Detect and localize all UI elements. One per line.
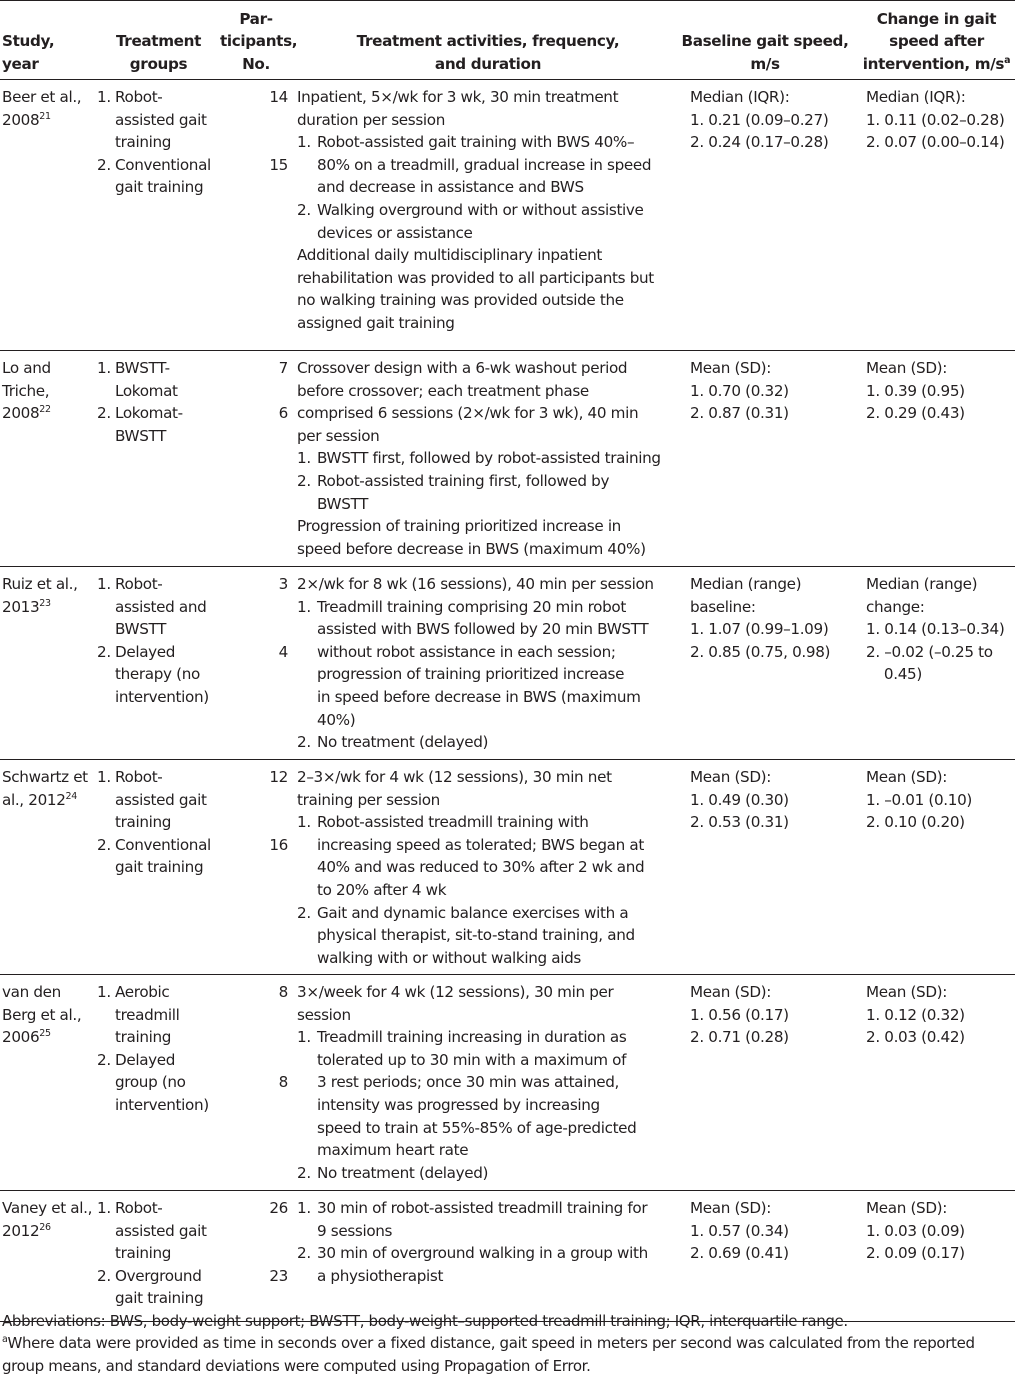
baseline-cell	[690, 573, 860, 663]
change-cell	[866, 86, 1015, 154]
group-number: 1.	[97, 359, 111, 377]
activity-line: Inpatient, 5×/wk for 3 wk, 30 min treatment	[297, 88, 619, 106]
participant-count: 6	[278, 404, 288, 423]
study-line	[2, 402, 94, 425]
group-line: assisted gait	[115, 110, 207, 129]
group-number: 1.	[97, 575, 111, 593]
activity-line: Additional daily multidisciplinary inpatient	[297, 246, 602, 265]
activity-item	[297, 596, 679, 732]
header-activities-line: and duration	[434, 54, 542, 73]
study-line	[2, 109, 94, 132]
activity-line: duration per session	[297, 110, 446, 129]
study-line	[2, 1004, 94, 1027]
header-groups-line: Treatment	[115, 32, 202, 51]
baseline-line: 2. 0.53 (0.31)	[690, 813, 789, 832]
groups-cell	[96, 86, 221, 199]
reference-number: 26	[39, 1221, 51, 1233]
calculation-note-text: Where data were provided as time in seconds over a fixed distance, gait speed in meters per second was calculated from the reported	[7, 1334, 975, 1353]
group-line: intervention)	[115, 1095, 209, 1114]
group-item	[96, 834, 221, 879]
activity-number: 2.	[297, 1163, 311, 1182]
table-row	[0, 760, 1015, 975]
study-line	[2, 1026, 94, 1049]
study-text: Triche,	[2, 381, 50, 400]
activity-line: speed to train at 55%-85% of age-predicted	[317, 1118, 637, 1137]
participant-count: 14	[269, 88, 288, 106]
study-text: Beer et al.,	[2, 88, 82, 106]
abbreviations-note: Abbreviations: BWS, body-weight support; BWSTT, body-weight–supported treadmill training; IQR, interquartile range.	[2, 1312, 848, 1330]
baseline-cell	[690, 981, 860, 1049]
activity-number: 1.	[297, 597, 311, 616]
group-number: 1.	[97, 88, 111, 106]
study-cell	[2, 357, 94, 425]
header-change-line: Change in gait	[876, 9, 997, 28]
change-line: 2. –0.02 (–0.25 to	[866, 642, 993, 661]
baseline-line: Mean (SD):	[690, 1199, 772, 1217]
group-number: 1.	[97, 983, 111, 1001]
group-line: gait training	[115, 1289, 204, 1308]
group-number: 2.	[97, 1266, 111, 1285]
activity-line: 30 min of overground walking in a group with	[317, 1244, 648, 1263]
group-line: Robot-	[115, 88, 163, 106]
activity-item	[297, 470, 679, 515]
activity-item	[297, 731, 679, 754]
header-study-text: Study, year	[2, 32, 55, 73]
group-item	[96, 1049, 221, 1117]
change-line: 2. 0.10 (0.20)	[866, 813, 965, 832]
group-item	[96, 981, 221, 1049]
change-line: 2. 0.07 (0.00–0.14)	[866, 133, 1005, 152]
group-line: Overground	[115, 1266, 202, 1285]
activity-line: 40% and was reduced to 30% after 2 wk and	[317, 858, 645, 877]
study-cell	[2, 766, 94, 811]
activity-item	[297, 199, 679, 244]
participant-count: 4	[278, 642, 288, 661]
calculation-note	[2, 1332, 1012, 1377]
change-line: 2. 0.09 (0.17)	[866, 1244, 965, 1263]
group-line: intervention)	[115, 687, 209, 706]
activity-item	[297, 1197, 679, 1242]
groups-cell	[96, 357, 221, 447]
activity-line: physical therapist, sit-to-stand training, and	[317, 926, 635, 945]
activity-line: Robot-assisted training first, followed by	[317, 471, 610, 490]
participant-count: 15	[269, 155, 288, 174]
change-line: 2. 0.03 (0.42)	[866, 1028, 965, 1047]
study-text: 2013	[2, 597, 40, 616]
participant-count: 3	[278, 575, 288, 593]
activity-line: assisted with BWS followed by 20 min BWSTT	[317, 620, 649, 639]
participant-count: 8	[278, 1073, 288, 1092]
study-cell	[2, 1197, 94, 1242]
header-participants-line: Par-	[239, 9, 273, 28]
groups-cell	[96, 573, 221, 709]
calculation-note-line: group means, and standard deviations were computed using Propagation of Error.	[2, 1356, 591, 1375]
baseline-line: Mean (SD):	[690, 768, 772, 786]
baseline-line: 1. 0.49 (0.30)	[690, 790, 789, 809]
footnote-marker: a	[2, 1334, 8, 1346]
baseline-line: Median (range)	[690, 575, 802, 593]
groups-cell	[96, 1197, 221, 1310]
activity-list	[297, 131, 679, 244]
group-item	[96, 357, 221, 402]
activity-number: 1.	[297, 1199, 311, 1217]
participant-count: 7	[278, 359, 288, 377]
activity-line: Treadmill training increasing in duration as	[317, 1028, 627, 1047]
group-number: 2.	[97, 1050, 111, 1069]
activity-item	[297, 447, 679, 470]
group-line: Aerobic	[115, 983, 170, 1001]
table-row	[0, 567, 1015, 760]
activity-line: Treadmill training comprising 20 min robot	[317, 597, 626, 616]
change-cell	[866, 1197, 1015, 1265]
baseline-line: Mean (SD):	[690, 359, 772, 377]
activity-number: 1.	[297, 449, 311, 468]
group-line: training	[115, 133, 172, 152]
activity-line: No treatment (delayed)	[317, 1163, 489, 1182]
study-text: Lo and	[2, 359, 51, 377]
reference-number: 24	[65, 790, 77, 802]
group-number: 2.	[97, 155, 111, 174]
baseline-line: 1. 0.21 (0.09–0.27)	[690, 110, 829, 129]
change-line: 1. 0.12 (0.32)	[866, 1005, 965, 1024]
activity-line: progression of training prioritized increase	[317, 665, 625, 684]
study-line	[2, 86, 94, 109]
group-number: 2.	[97, 404, 111, 423]
study-line	[2, 789, 94, 812]
study-line	[2, 357, 94, 380]
table-body	[0, 80, 1015, 1322]
study-text: 2008	[2, 404, 40, 423]
footnote-marker: a	[1004, 54, 1011, 66]
activity-item	[297, 131, 679, 199]
change-cell	[866, 573, 1015, 686]
group-line: Robot-	[115, 768, 163, 786]
baseline-line: 2. 0.24 (0.17–0.28)	[690, 133, 829, 152]
table-footnotes	[2, 1310, 1012, 1377]
baseline-cell	[690, 357, 860, 425]
header-baseline-line: Baseline gait speed,	[681, 32, 849, 51]
study-cell	[2, 86, 94, 131]
group-line: BWSTT	[115, 426, 167, 445]
table-row	[0, 351, 1015, 567]
study-text: Vaney et al.,	[2, 1199, 93, 1217]
group-item	[96, 86, 221, 154]
baseline-line: 1. 0.70 (0.32)	[690, 381, 789, 400]
activity-line: Gait and dynamic balance exercises with a	[317, 903, 629, 922]
activity-line: without robot assistance in each session;	[317, 642, 616, 661]
reference-number: 22	[39, 404, 51, 416]
activities-cell	[297, 573, 679, 754]
header-participants-line: No.	[242, 54, 270, 73]
baseline-line: 2. 0.69 (0.41)	[690, 1244, 789, 1263]
group-line: Robot-	[115, 1199, 163, 1217]
activity-line: per session	[297, 426, 380, 445]
group-line: therapy (no	[115, 665, 200, 684]
study-text: Ruiz et al.,	[2, 575, 78, 593]
table-row	[0, 80, 1015, 351]
group-line: assisted gait	[115, 790, 207, 809]
change-line: Mean (SD):	[866, 768, 948, 786]
reference-number: 23	[39, 597, 51, 609]
group-line: Robot-	[115, 575, 163, 593]
group-number: 2.	[97, 642, 111, 661]
activity-line: session	[297, 1005, 351, 1024]
group-line: gait training	[115, 858, 204, 877]
activity-line: 2–3×/wk for 4 wk (12 sessions), 30 min net	[297, 768, 612, 786]
change-line: 0.45)	[866, 665, 922, 684]
activity-line: maximum heart rate	[317, 1141, 469, 1160]
activity-line: 40%)	[317, 710, 356, 729]
header-change	[858, 8, 1015, 75]
activity-line: Robot-assisted gait training with BWS 40%–	[317, 133, 635, 152]
activity-line: rehabilitation was provided to all participants but	[297, 268, 654, 287]
participant-count: 16	[269, 835, 288, 854]
activity-line: before crossover; each treatment phase	[297, 381, 589, 400]
activity-line: Walking overground with or without assistive	[317, 200, 644, 219]
header-participants-line: ticipants,	[220, 32, 298, 51]
group-line: training	[115, 1244, 172, 1263]
activity-line: comprised 6 sessions (2×/wk for 3 wk), 40 min	[297, 404, 639, 423]
activity-line: 3×/week for 4 wk (12 sessions), 30 min per	[297, 983, 614, 1001]
activity-line: and decrease in assistance and BWS	[317, 178, 584, 197]
activity-list	[297, 811, 679, 969]
study-text: al., 2012	[2, 790, 66, 809]
groups-cell	[96, 766, 221, 879]
group-line: assisted gait	[115, 1221, 207, 1240]
header-change-line	[858, 53, 1015, 75]
activity-item	[297, 1026, 679, 1162]
study-line	[2, 766, 94, 789]
baseline-line: Mean (SD):	[690, 983, 772, 1001]
activity-number: 1.	[297, 133, 311, 152]
group-line: training	[115, 1028, 172, 1047]
header-study	[2, 30, 94, 75]
change-cell	[866, 766, 1015, 834]
activity-list	[297, 1026, 679, 1184]
header-activities	[297, 30, 679, 75]
change-line: 1. 0.03 (0.09)	[866, 1221, 965, 1240]
group-line: Conventional	[115, 835, 211, 854]
activity-line: walking with or without walking aids	[317, 948, 581, 967]
change-line: Mean (SD):	[866, 1199, 948, 1217]
baseline-line: 1. 0.56 (0.17)	[690, 1005, 789, 1024]
study-text: Schwartz et	[2, 768, 88, 786]
group-line: Lokomat-	[115, 404, 183, 423]
study-line	[2, 981, 94, 1004]
activity-line: devices or assistance	[317, 223, 473, 242]
activity-item	[297, 1242, 679, 1287]
activity-line: 9 sessions	[317, 1221, 393, 1240]
study-line	[2, 573, 94, 596]
activity-number: 2.	[297, 733, 311, 752]
activity-line: increasing speed as tolerated; BWS began at	[317, 835, 644, 854]
activity-line: assigned gait training	[297, 313, 455, 332]
calculation-note-line	[2, 1332, 1012, 1354]
activity-line: No treatment (delayed)	[317, 733, 489, 752]
group-item	[96, 154, 221, 199]
change-line: 1. –0.01 (0.10)	[866, 790, 972, 809]
activity-line: BWSTT first, followed by robot-assisted training	[317, 449, 661, 468]
header-change-line: speed after	[889, 32, 984, 51]
study-text: Berg et al.,	[2, 1005, 82, 1024]
study-text: van den	[2, 983, 61, 1001]
group-line: training	[115, 813, 172, 832]
change-line: change:	[866, 597, 925, 616]
baseline-line: baseline:	[690, 597, 756, 616]
group-line: Conventional	[115, 155, 211, 174]
activity-line: 80% on a treadmill, gradual increase in speed	[317, 155, 652, 174]
activity-number: 2.	[297, 903, 311, 922]
baseline-line: 2. 0.85 (0.75, 0.98)	[690, 642, 831, 661]
header-participants	[220, 8, 298, 75]
baseline-line: 1. 1.07 (0.99–1.09)	[690, 620, 829, 639]
activity-number: 1.	[297, 1028, 311, 1047]
activity-line: intensity was progressed by increasing	[317, 1095, 600, 1114]
group-item	[96, 1197, 221, 1265]
activity-line: 2×/wk for 8 wk (16 sessions), 40 min per session	[297, 575, 654, 593]
activity-item	[297, 811, 679, 901]
header-baseline	[680, 30, 850, 75]
group-line: group (no	[115, 1073, 186, 1092]
baseline-line: 1. 0.57 (0.34)	[690, 1221, 789, 1240]
group-item	[96, 641, 221, 709]
activity-line: 3 rest periods; once 30 min was attained,	[317, 1073, 620, 1092]
study-line	[2, 596, 94, 619]
activity-list	[297, 447, 679, 515]
activity-line: a physiotherapist	[317, 1266, 444, 1285]
activity-number: 2.	[297, 200, 311, 219]
change-line: 2. 0.29 (0.43)	[866, 404, 965, 423]
study-line	[2, 1220, 94, 1243]
activity-line: Progression of training prioritized increase in	[297, 517, 621, 536]
group-item	[96, 402, 221, 447]
activity-list	[297, 596, 679, 754]
group-line: BWSTT	[115, 620, 167, 639]
change-line: 1. 0.39 (0.95)	[866, 381, 965, 400]
activities-cell	[297, 1197, 679, 1287]
activity-line: to 20% after 4 wk	[317, 880, 447, 899]
group-line: assisted and	[115, 597, 207, 616]
activities-cell	[297, 86, 679, 335]
change-cell	[866, 981, 1015, 1049]
header-activities-line: Treatment activities, frequency,	[356, 32, 620, 51]
participant-count: 8	[278, 983, 288, 1001]
participant-count: 26	[269, 1199, 288, 1217]
activity-line: training per session	[297, 790, 440, 809]
baseline-cell	[690, 1197, 860, 1265]
change-line: Median (IQR):	[866, 88, 966, 106]
change-line: 1. 0.11 (0.02–0.28)	[866, 110, 1005, 129]
activity-line: Crossover design with a 6-wk washout period	[297, 359, 628, 377]
change-line: Mean (SD):	[866, 983, 948, 1001]
table-row	[0, 975, 1015, 1191]
group-line: gait training	[115, 178, 204, 197]
header-baseline-line: m/s	[750, 54, 780, 73]
change-cell	[866, 357, 1015, 425]
header-groups	[96, 30, 221, 75]
activity-line: speed before decrease in BWS (maximum 40%)	[297, 539, 646, 558]
study-line	[2, 380, 94, 403]
header-groups-line: groups	[129, 54, 188, 73]
change-line: Median (range)	[866, 575, 978, 593]
baseline-line: 2. 0.71 (0.28)	[690, 1028, 789, 1047]
activity-list	[297, 1197, 679, 1287]
activity-line: tolerated up to 30 min with a maximum of	[317, 1050, 627, 1069]
activity-item	[297, 902, 679, 970]
group-item	[96, 766, 221, 834]
activity-number: 2.	[297, 1244, 311, 1263]
participant-count: 23	[269, 1266, 288, 1285]
activity-line: Robot-assisted treadmill training with	[317, 813, 589, 832]
reference-number: 21	[39, 110, 51, 122]
group-number: 2.	[97, 835, 111, 854]
study-cell	[2, 981, 94, 1049]
group-item	[96, 1265, 221, 1310]
group-number: 1.	[97, 768, 111, 786]
baseline-cell	[690, 766, 860, 834]
study-text: 2008	[2, 110, 40, 129]
header-change-text: intervention, m/s	[862, 54, 1005, 73]
activity-line: no walking training was provided outside the	[297, 291, 624, 310]
baseline-cell	[690, 86, 860, 154]
activity-line: in speed before decrease in BWS (maximum	[317, 687, 641, 706]
study-cell	[2, 573, 94, 618]
group-line: BWSTT-	[115, 359, 170, 377]
table-row	[0, 1191, 1015, 1322]
activities-cell	[297, 981, 679, 1184]
activities-cell	[297, 766, 679, 969]
change-line: 1. 0.14 (0.13–0.34)	[866, 620, 1005, 639]
group-line: Delayed	[115, 642, 176, 661]
table-header	[0, 0, 1015, 80]
activity-item	[297, 1162, 679, 1185]
baseline-line: Median (IQR):	[690, 88, 790, 106]
activity-line: 30 min of robot-assisted treadmill training for	[317, 1199, 648, 1217]
group-line: treadmill	[115, 1005, 180, 1024]
group-line: Lokomat	[115, 381, 178, 400]
study-line	[2, 1197, 94, 1220]
baseline-line: 2. 0.87 (0.31)	[690, 404, 789, 423]
activity-number: 2.	[297, 471, 311, 490]
group-item	[96, 573, 221, 641]
groups-cell	[96, 981, 221, 1117]
reference-number: 25	[39, 1028, 51, 1040]
group-number: 1.	[97, 1199, 111, 1217]
study-text: 2012	[2, 1221, 40, 1240]
participant-count: 12	[269, 768, 288, 786]
group-line: Delayed	[115, 1050, 176, 1069]
activity-line: BWSTT	[317, 494, 369, 513]
activity-number: 1.	[297, 813, 311, 832]
study-text: 2006	[2, 1028, 40, 1047]
activities-cell	[297, 357, 679, 560]
change-line: Mean (SD):	[866, 359, 948, 377]
